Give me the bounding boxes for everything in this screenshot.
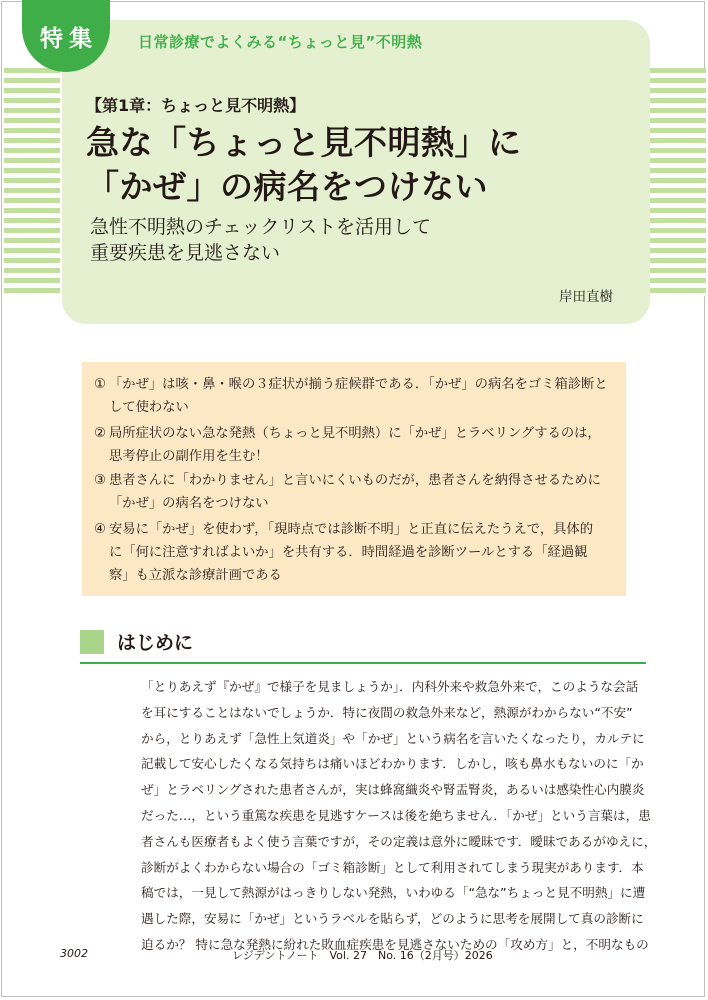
body-line: から，とりあえず「急性上気道炎」や「かぜ」という病名を言いたくなったり，カルテに	[141, 730, 645, 746]
right-stripe-decoration	[650, 68, 706, 296]
section-marker	[80, 630, 104, 654]
journal-info: レジデントノート Vol. 27 No. 16（2月号）2026	[232, 949, 493, 962]
key-point-line: 察」も立派な診療計画である	[109, 568, 282, 583]
author-name: 岸田直樹	[559, 289, 613, 305]
article-subtitle-line1: 急性不明熱のチェックリストを活用して	[90, 216, 432, 238]
article-subtitle-line2: 重要疾患を見逃さない	[90, 242, 281, 264]
body-line: 迫るか？ 特に急な発熱に紛れた敗血症疾患を見逃さないための「攻め方」と，不明なもの	[141, 936, 649, 952]
key-point-1	[94, 373, 614, 419]
key-point-line: 患者さんに「わかりません」と言いにくいものだが，患者さんを納得させるために	[109, 473, 601, 488]
key-point-line: に「何に注意すればよいか」を共有する．時間経過を診断ツールとする「経過観	[109, 545, 588, 560]
body-line: 稿では，一見して熱源がはっきりしない発熱，いわゆる「“急な”ちょっと見不明熱」に遭	[141, 885, 646, 901]
body-paragraph	[141, 674, 657, 958]
section-heading: はじめに	[117, 632, 194, 654]
series-title: 日常診療でよくみる“ちょっと見”不明熱	[138, 33, 423, 51]
body-line: 記載して安心したくなる気持ちは痛いほどわかります．しかし，咳も鼻水もないのに「か	[141, 756, 644, 772]
key-point-line: 安易に「かぜ」を使わず，「現時点では診断不明」と正直に伝えたうえで，具体的	[109, 522, 594, 537]
chapter-label: 【第1章：ちょっと見不明熱】	[86, 96, 306, 115]
body-line: だった…，という重篤な疾患を見逃すケースは後を絶ちません．「かぜ」という言葉は，患	[141, 807, 651, 823]
key-point-number: ④	[94, 522, 106, 537]
tokushu-badge-label: 特集	[40, 25, 98, 52]
left-stripe-decoration	[4, 68, 60, 296]
key-point-line: 局所症状のない急な発熱（ちょっと見不明熱）に「かぜ」とラベリングするのは，	[109, 426, 601, 441]
key-point-number: ①	[94, 377, 106, 392]
key-point-line: 「かぜ」の病名をつけない	[109, 496, 269, 511]
key-point-3	[94, 469, 614, 515]
page-number: 3002	[60, 947, 88, 960]
key-point-2	[94, 422, 614, 468]
article-title-line1: 急な「ちょっと見不明熱」に	[86, 123, 522, 162]
key-point-number: ②	[94, 426, 106, 441]
key-point-number: ③	[94, 473, 106, 488]
key-point-line: 「かぜ」は咳・鼻・喉の３症状が揃う症候群である．「かぜ」の病名をゴミ箱診断と	[109, 377, 608, 392]
body-line: ぜ」とラベリングされた患者さんが，実は蜂窩織炎や腎盂腎炎，あるいは感染性心内膜炎	[141, 782, 645, 798]
key-point-4	[94, 518, 614, 587]
body-line: 「とりあえず『かぜ』で様子を見ましょうか」．内科外来や救急外来で，このような会話	[141, 679, 639, 694]
body-line: 遇した際，安易に「かぜ」というラベルを貼らず，どのように思考を展開して真の診断に	[141, 911, 644, 927]
body-line: 診断がよくわからない場合の「ゴミ箱診断」として利用されてしまう現実があります．本	[141, 859, 644, 875]
section-divider	[80, 662, 646, 664]
key-point-line: 思考停止の副作用を生む！	[109, 449, 269, 464]
body-line: を耳にすることはないでしょうか．特に夜間の救急外来など，熱源がわからない“不安”	[141, 704, 633, 720]
article-title-line2: 「かぜ」の病名をつけない	[86, 167, 488, 206]
body-line: 者さんも医療者もよく使う言葉ですが，その定義は意外に曖昧です．曖昧であるがゆえに，	[141, 833, 657, 849]
key-point-line: して使わない	[109, 400, 189, 415]
